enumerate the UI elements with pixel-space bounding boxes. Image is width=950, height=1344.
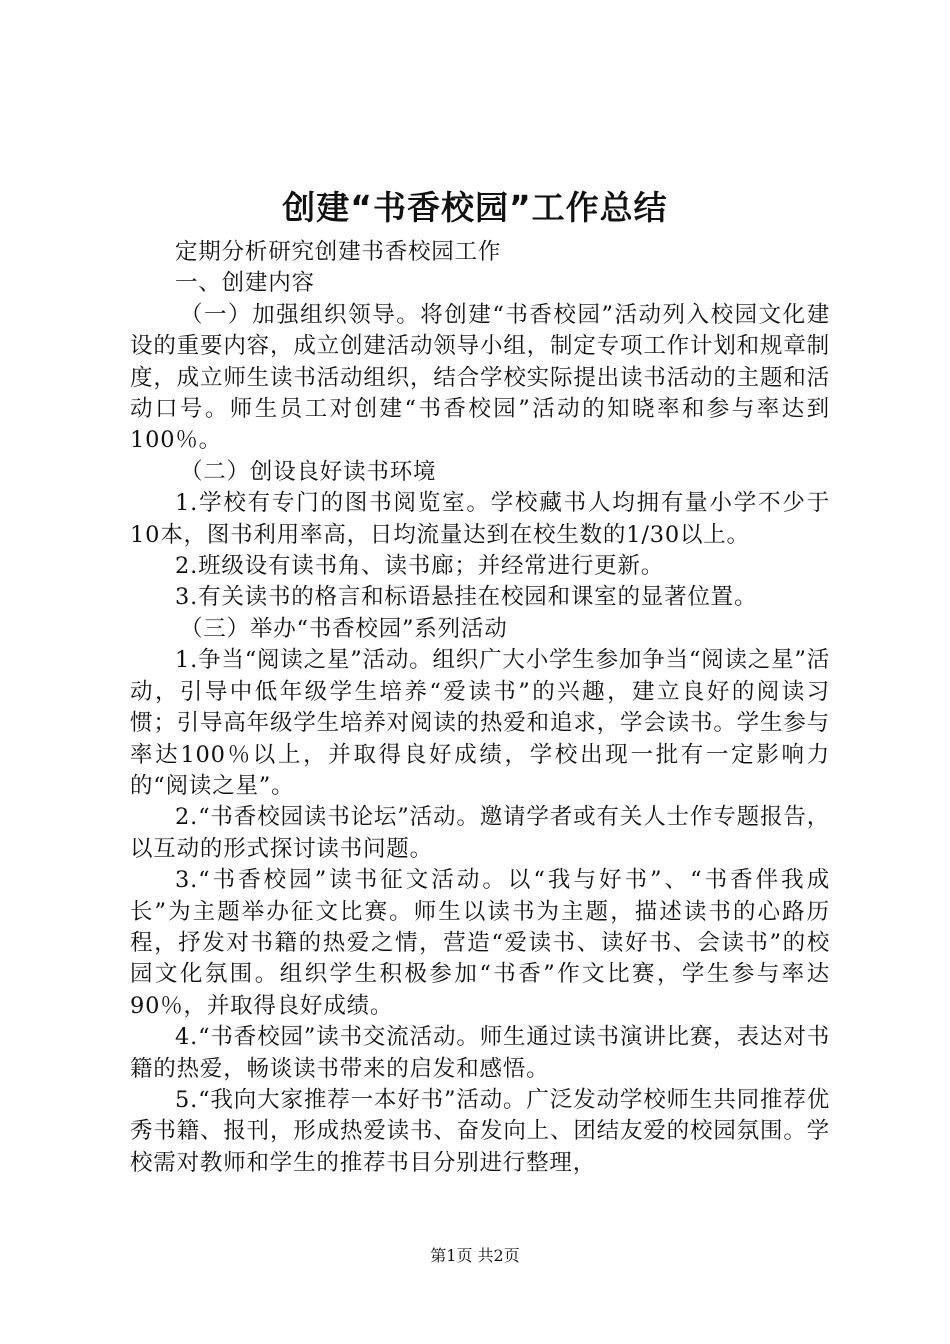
paragraph-class-corner: 2.班级设有读书角、读书廊；并经常进行更新。 (175, 553, 665, 580)
paragraph-organization: （一）加强组织领导。将创建“书香校园”活动列入校园文化建设的重要内容，成立创建活动领导小组，制定专项工作计划和规章制度，成立师生读书活动组织，结合学校实际提出读书活动的主题和活动口号。师生员工对创建“书香校园”活动的知晓率和参与率达到100％。 (130, 301, 830, 454)
paragraph-recommend: 5.“我向大家推荐一本好书”活动。广泛发动学校师生共同推荐优秀书籍、报刊，形成热爱读书、奋发向上、团结友爱的校园氛围。学校需对教师和学生的推荐书目分别进行整理， (130, 1086, 830, 1176)
paragraph-library: 1.学校有专门的图书阅览室。学校藏书人均拥有量小学不少于10本，图书利用率高，日均流量达到在校生数的1/30以上。 (130, 490, 830, 548)
paragraph-exchange: 4.“书香校园”读书交流活动。师生通过读书演讲比赛，表达对书籍的热爱，畅谈读书带来的启发和感悟。 (130, 1024, 830, 1082)
page-footer: 第1页 共2页 (430, 1246, 520, 1265)
paragraph-essay: 3.“书香校园”读书征文活动。以“我与好书”、“书香伴我成长”为主题举办征文比赛。师生以读书为主题，描述读书的心路历程，抒发对书籍的热爱之情，营造“爱读书、读好书、会读书”的校园文化氛围。组织学生积极参加“书香”作文比赛，学生参与率达90％，并取得良好成绩。 (130, 867, 830, 1019)
paragraph-reading-star: 1.争当“阅读之星”活动。组织广大小学生参加争当“阅读之星”活动，引导中低年级学生培养“爱读书”的兴趣，建立良好的阅读习惯；引导高年级学生培养对阅读的热爱和追求，学会读书。学生参与率达100％以上，并取得良好成绩，学校出现一批有一定影响力的“阅读之星”。 (130, 647, 830, 799)
paragraph-intro: 定期分析研究创建书香校园工作 (175, 239, 502, 265)
subsection-heading-2: （二）创设良好读书环境 (180, 458, 437, 485)
paragraph-forum: 2.“书香校园读书论坛”活动。邀请学者或有关人士作专题报告，以互动的形式探讨读书问题。 (130, 804, 830, 862)
section-heading-1: 一、创建内容 (175, 270, 315, 297)
subsection-heading-3: （三）举办“书香校园”系列活动 (180, 615, 508, 642)
paragraph-mottos: 3.有关读书的格言和标语悬挂在校园和课室的显著位置。 (175, 584, 758, 611)
document-body (130, 237, 830, 1179)
document-title: 创建“书香校园”工作总结 (282, 188, 668, 227)
